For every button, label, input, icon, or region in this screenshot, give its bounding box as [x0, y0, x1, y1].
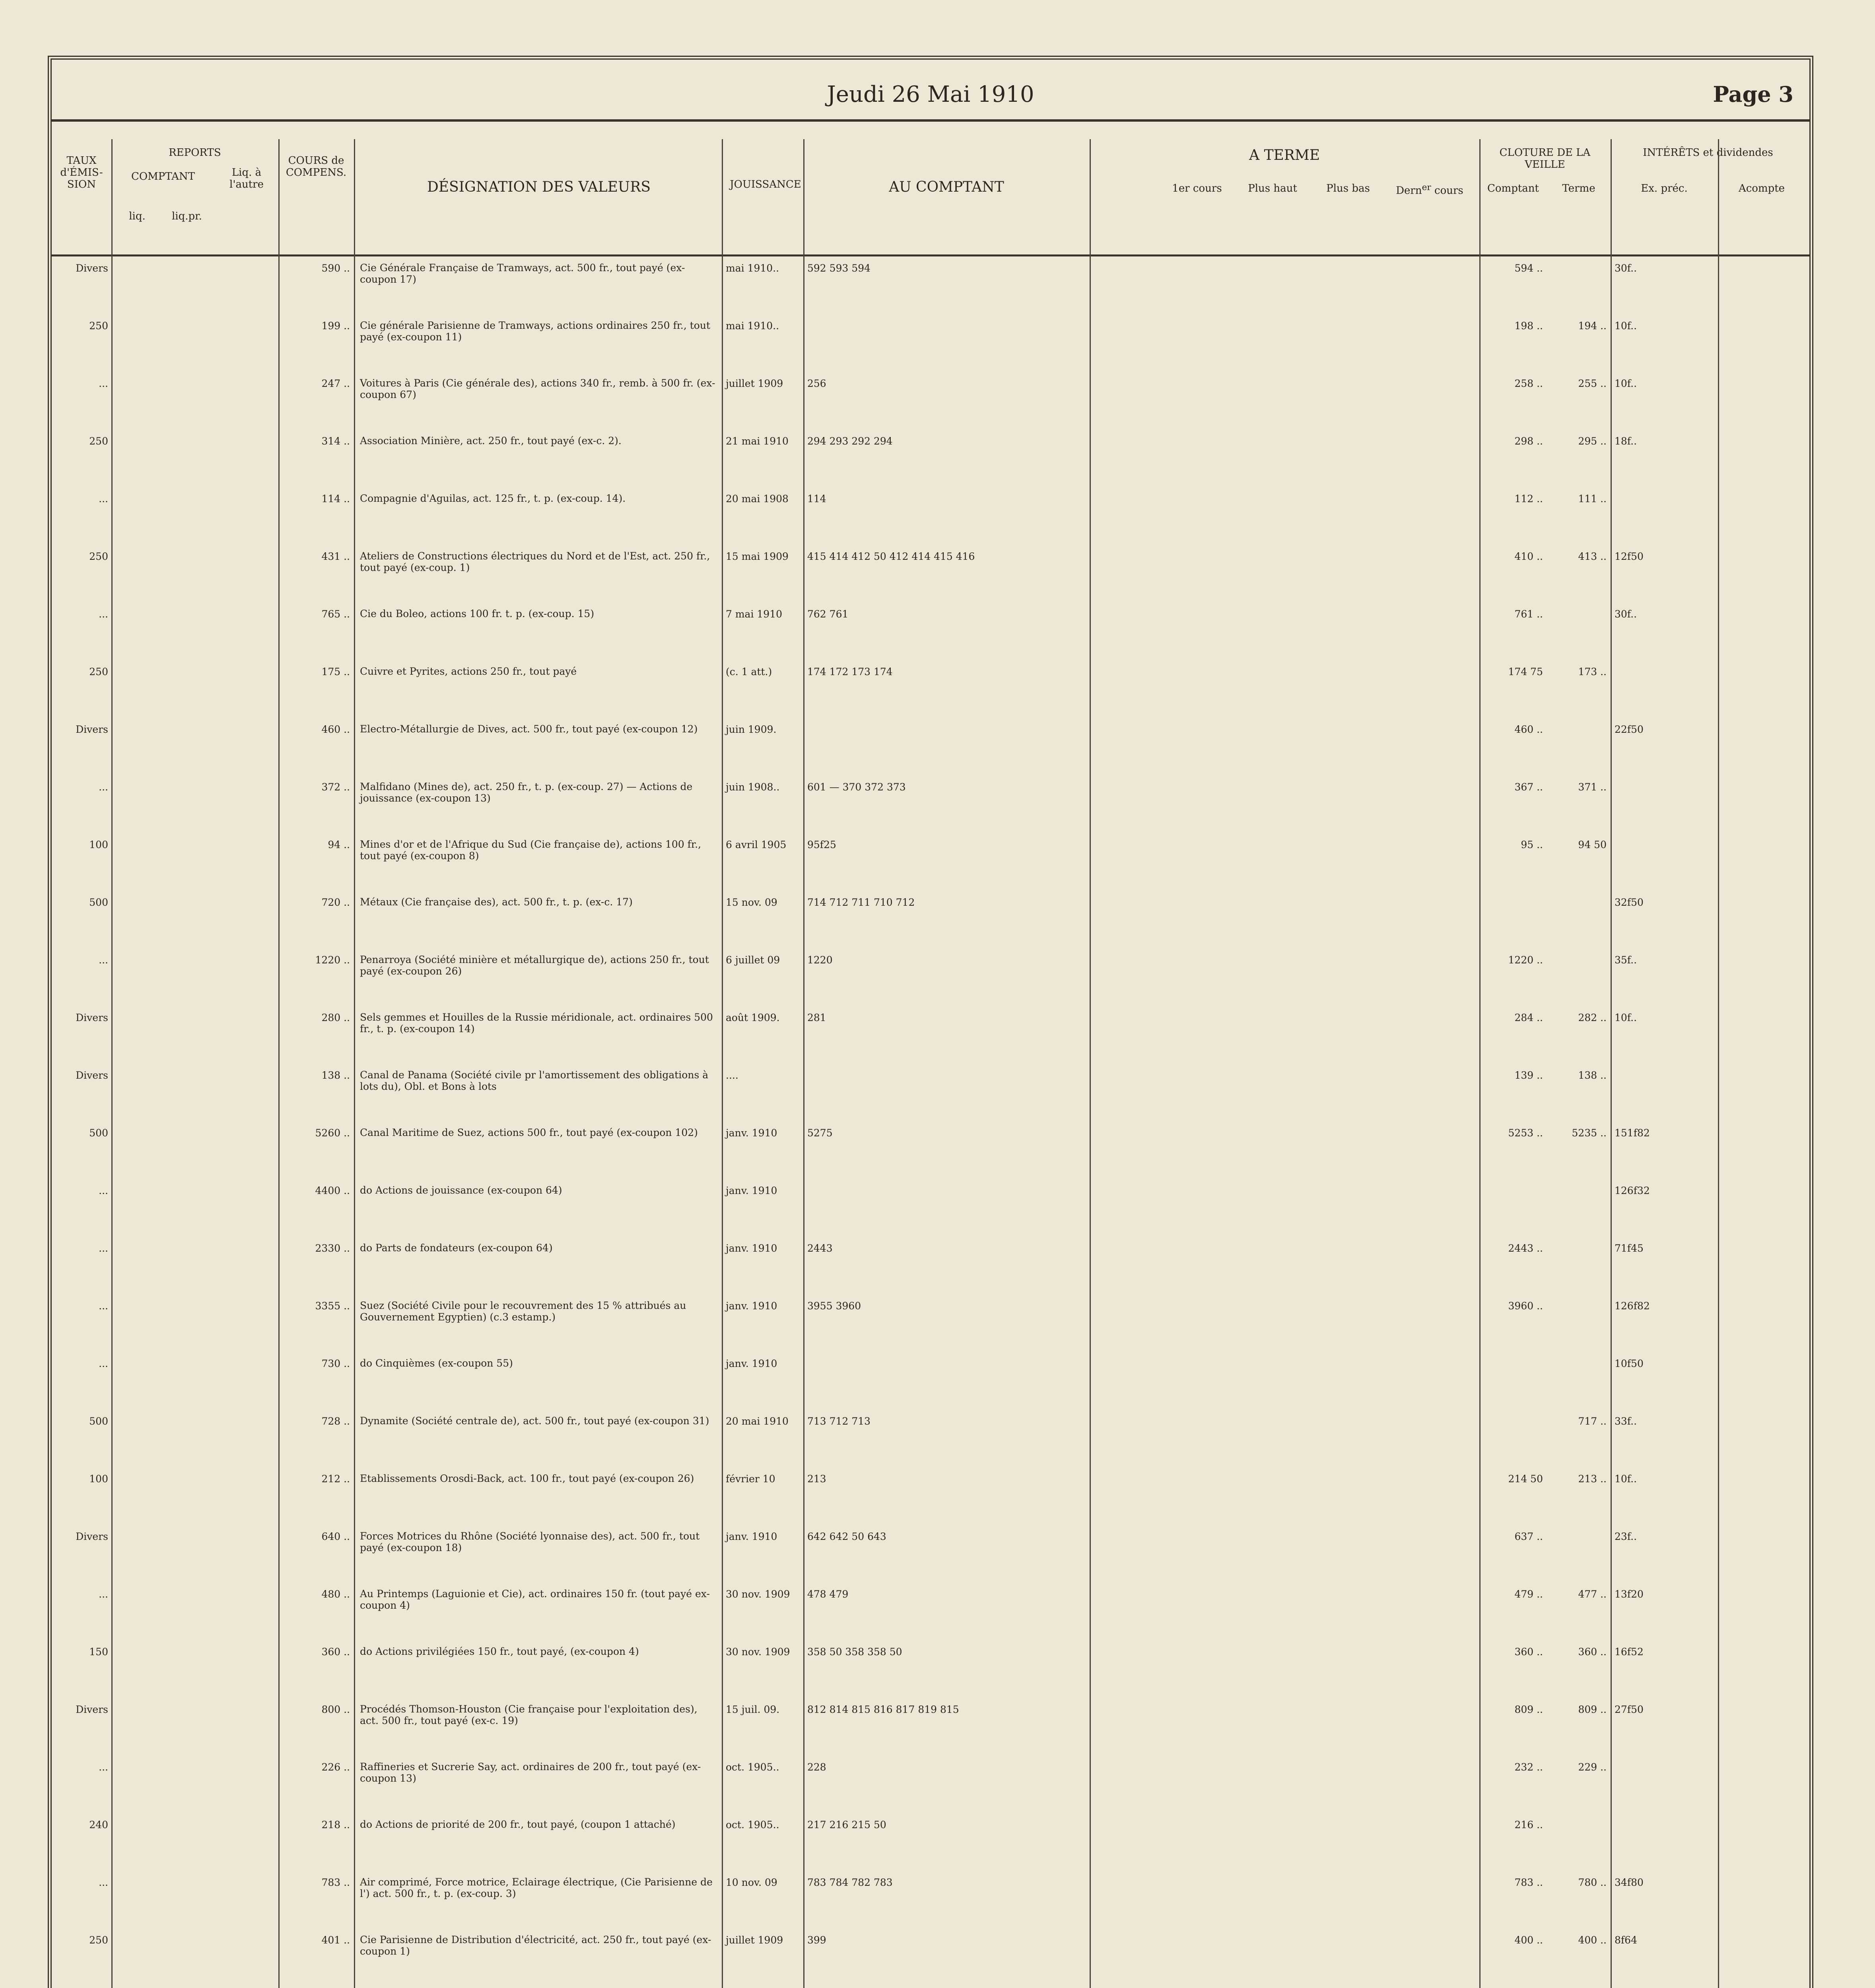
- cell-desig: Raffineries et Sucrerie Say, act. ordinaires de 200 fr., tout payé (ex-coupon 13): [360, 1761, 701, 1784]
- col-plus-bas: Plus bas: [1326, 182, 1370, 194]
- cell-desig: do Cinquièmes (ex-coupon 55): [360, 1357, 513, 1369]
- cell-clv: 214 50: [1508, 1473, 1543, 1485]
- cell-compt: 762 761: [807, 608, 849, 620]
- cell-clv: 298 ..: [1514, 435, 1543, 447]
- cell-div: 8f64: [1615, 1934, 1637, 1946]
- cell-div: 30f..: [1615, 262, 1637, 274]
- cell-taux: Divers: [76, 1070, 108, 1081]
- cell-taux: 100: [89, 839, 108, 850]
- cell-compt: 642 642 50 643: [807, 1531, 886, 1542]
- cell-div: 10f..: [1615, 378, 1637, 389]
- cell-clt: 173 ..: [1578, 666, 1607, 678]
- cell-desig: Penarroya (Société minière et métallurgique de), actions 250 fr., tout payé (ex-coupon 26): [360, 954, 709, 977]
- cell-clt: 413 ..: [1578, 551, 1607, 562]
- cell-desig: Forces Motrices du Rhône (Société lyonnaise des), act. 500 fr., tout payé (ex-coupon 18): [360, 1530, 700, 1553]
- cell-compt: 714 712 711 710 712: [807, 897, 915, 908]
- cell-jouis: ....: [726, 1070, 738, 1081]
- cell-taux: ...: [99, 493, 108, 505]
- cell-desig: Procédés Thomson-Houston (Cie française pour l'exploitation des), act. 500 fr., tout payé (ex-c. 19): [360, 1703, 698, 1726]
- cell-clt: 255 ..: [1578, 378, 1607, 389]
- cell-compt: 114: [807, 493, 826, 505]
- cell-div: 32f50: [1615, 897, 1644, 908]
- cell-compt: 358 50 358 358 50: [807, 1646, 902, 1658]
- cell-clt: 400 ..: [1578, 1934, 1607, 1946]
- cell-compt: 5275: [807, 1127, 833, 1139]
- page-date: Jeudi 26 Mai 1910: [827, 82, 1034, 107]
- cell-clt: 194 ..: [1578, 320, 1607, 332]
- cell-clt: 111 ..: [1578, 493, 1607, 505]
- cell-jouis: février 10: [726, 1473, 775, 1485]
- cell-jouis: mai 1910..: [726, 262, 779, 274]
- cell-cours: 480 ..: [321, 1588, 350, 1600]
- cell-desig: Voitures à Paris (Cie générale des), actions 340 fr., remb. à 500 fr. (ex-coupon 67): [360, 377, 715, 400]
- cell-div: 126f32: [1615, 1185, 1650, 1196]
- table-row: [52, 1704, 1809, 1740]
- col-cloture-terme: Terme: [1562, 182, 1595, 194]
- cell-cours: 314 ..: [321, 435, 350, 447]
- cell-desig: do Actions de jouissance (ex-coupon 64): [360, 1184, 562, 1196]
- cell-desig: Compagnie d'Aguilas, act. 125 fr., t. p. (ex-coup. 14).: [360, 493, 626, 504]
- cell-compt: 174 172 173 174: [807, 666, 893, 678]
- cell-cours: 1220 ..: [315, 954, 350, 966]
- column-headers: [52, 139, 1809, 256]
- cell-taux: ...: [99, 1877, 108, 1888]
- cell-clv: 216 ..: [1514, 1819, 1543, 1831]
- table-row: [52, 1934, 1809, 1970]
- cell-clv: 2443 ..: [1508, 1242, 1543, 1254]
- cell-desig: Suez (Société Civile pour le recouvrement des 15 % attribués au Gouvernement Egyptien) (c.3 estamp.): [360, 1300, 686, 1323]
- cell-taux: 500: [89, 1127, 108, 1139]
- cell-jouis: juillet 1909: [726, 1934, 783, 1946]
- cell-jouis: 6 avril 1905: [726, 839, 787, 850]
- col-comptant: COMPTANT: [131, 171, 195, 182]
- cell-cours: 460 ..: [321, 724, 350, 735]
- cell-clt: 371 ..: [1578, 781, 1607, 793]
- cell-compt: 415 414 412 50 412 414 415 416: [807, 551, 975, 562]
- cell-cours: 5260 ..: [315, 1127, 350, 1139]
- cell-jouis: mai 1910..: [726, 320, 779, 332]
- cell-desig: Au Printemps (Laguionie et Cie), act. ordinaires 150 fr. (tout payé ex-coupon 4): [360, 1588, 710, 1611]
- cell-clv: 3960 ..: [1508, 1300, 1543, 1312]
- cell-clt: 5235 ..: [1572, 1127, 1607, 1139]
- cell-jouis: août 1909.: [726, 1012, 780, 1023]
- cell-taux: ...: [99, 1185, 108, 1196]
- table-row: [52, 666, 1809, 702]
- cell-jouis: janv. 1910: [726, 1127, 777, 1139]
- cell-taux: Divers: [76, 262, 108, 274]
- cell-div: 16f52: [1615, 1646, 1644, 1658]
- cell-jouis: oct. 1905..: [726, 1819, 779, 1831]
- cell-cours: 720 ..: [321, 897, 350, 908]
- table-row: [52, 1012, 1809, 1048]
- cell-jouis: juin 1909.: [726, 724, 777, 735]
- table-row: [52, 1300, 1809, 1336]
- cell-jouis: 7 mai 1910: [726, 608, 783, 620]
- cell-div: 12f50: [1615, 551, 1644, 562]
- table-row: [52, 1473, 1809, 1509]
- cell-taux: ...: [99, 1588, 108, 1600]
- cell-cours: 431 ..: [321, 551, 350, 562]
- cell-cours: 94 ..: [328, 839, 350, 850]
- cell-desig: Cuivre et Pyrites, actions 250 fr., tout payé: [360, 666, 577, 677]
- cell-cours: 783 ..: [321, 1877, 350, 1888]
- cell-cours: 138 ..: [321, 1070, 350, 1081]
- cell-clv: 198 ..: [1514, 320, 1543, 332]
- cell-clt: 295 ..: [1578, 435, 1607, 447]
- table-row: [52, 551, 1809, 586]
- col-taux: TAUX d'ÉMIS-SION: [60, 155, 103, 190]
- cell-jouis: 30 nov. 1909: [726, 1588, 790, 1600]
- cell-jouis: 15 juil. 09.: [726, 1704, 780, 1715]
- col-premier-cours: 1er cours: [1172, 182, 1222, 194]
- cell-jouis: (c. 1 att.): [726, 666, 772, 678]
- cell-cours: 730 ..: [321, 1358, 350, 1369]
- col-ex-prec: Ex. préc.: [1641, 182, 1688, 194]
- col-interets: INTÉRÊTS et dividendes: [1643, 147, 1773, 159]
- cell-compt: 213: [807, 1473, 826, 1485]
- cell-cours: 280 ..: [321, 1012, 350, 1023]
- table-row: [52, 1415, 1809, 1451]
- cell-clv: 761 ..: [1514, 608, 1543, 620]
- cell-compt: 228: [807, 1761, 826, 1773]
- cell-clv: 5253 ..: [1508, 1127, 1543, 1139]
- cell-compt: 713 712 713: [807, 1415, 871, 1427]
- cell-compt: 812 814 815 816 817 819 815: [807, 1704, 959, 1715]
- cell-clv: 410 ..: [1514, 551, 1543, 562]
- cell-clv: 783 ..: [1514, 1877, 1543, 1888]
- cell-clv: 112 ..: [1514, 493, 1543, 505]
- cell-div: 23f..: [1615, 1531, 1637, 1542]
- cell-cours: 212 ..: [321, 1473, 350, 1485]
- cell-compt: 3955 3960: [807, 1300, 861, 1312]
- cell-clv: 400 ..: [1514, 1934, 1543, 1946]
- table-row: [52, 1761, 1809, 1797]
- cell-jouis: 10 nov. 09: [726, 1877, 777, 1888]
- cell-jouis: 20 mai 1910: [726, 1415, 789, 1427]
- cell-taux: ...: [99, 1300, 108, 1312]
- cell-desig: do Actions privilégiées 150 fr., tout payé, (ex-coupon 4): [360, 1646, 639, 1657]
- cell-jouis: juin 1908..: [726, 781, 780, 793]
- table-row: [52, 378, 1809, 414]
- cell-clt: 138 ..: [1578, 1070, 1607, 1081]
- cell-div: 34f80: [1615, 1877, 1644, 1888]
- cell-desig: Electro-Métallurgie de Dives, act. 500 fr., tout payé (ex-coupon 12): [360, 723, 698, 735]
- cell-cours: 728 ..: [321, 1415, 350, 1427]
- table-row: [52, 839, 1809, 875]
- cell-cours: 765 ..: [321, 608, 350, 620]
- cell-clt: 360 ..: [1578, 1646, 1607, 1658]
- cell-jouis: 20 mai 1908: [726, 493, 789, 505]
- table-row: [52, 1646, 1809, 1682]
- col-au-comptant: AU COMPTANT: [889, 179, 1004, 195]
- cell-div: 13f20: [1615, 1588, 1644, 1600]
- cell-taux: 250: [89, 666, 108, 678]
- cell-cours: 800 ..: [321, 1704, 350, 1715]
- cell-taux: ...: [99, 1761, 108, 1773]
- cell-clt: 780 ..: [1578, 1877, 1607, 1888]
- cell-cours: 4400 ..: [315, 1185, 350, 1196]
- table-row: [52, 724, 1809, 759]
- cell-compt: 294 293 292 294: [807, 435, 893, 447]
- cell-desig: Malfidano (Mines de), act. 250 fr., t. p. (ex-coup. 27) — Actions de jouissance (ex-coupon 13): [360, 781, 693, 804]
- table-row: [52, 1531, 1809, 1567]
- table-row: [52, 262, 1809, 298]
- cell-clv: 258 ..: [1514, 378, 1543, 389]
- newspaper-page: [48, 56, 1813, 1988]
- cell-div: 126f82: [1615, 1300, 1650, 1312]
- table-row: [52, 435, 1809, 471]
- cell-desig: Ateliers de Constructions électriques du Nord et de l'Est, act. 250 fr., tout payé (ex-coup. 1): [360, 550, 710, 573]
- cell-desig: Cie générale Parisienne de Tramways, actions ordinaires 250 fr., tout payé (ex-coupon 11): [360, 320, 711, 343]
- page-header: [52, 60, 1809, 122]
- table-row: [52, 781, 1809, 817]
- cell-taux: ...: [99, 378, 108, 389]
- cell-desig: Dynamite (Société centrale de), act. 500 fr., tout payé (ex-coupon 31): [360, 1415, 709, 1427]
- cell-div: 27f50: [1615, 1704, 1644, 1715]
- cell-jouis: 6 juillet 09: [726, 954, 780, 966]
- cell-clv: 367 ..: [1514, 781, 1543, 793]
- col-liq-autre: Liq. à l'autre: [229, 167, 264, 190]
- cell-div: 10f..: [1615, 1012, 1637, 1023]
- cell-cours: 114 ..: [321, 493, 350, 505]
- cell-taux: 250: [89, 1934, 108, 1946]
- cell-taux: 250: [89, 320, 108, 332]
- cell-clv: 360 ..: [1514, 1646, 1543, 1658]
- table-row: [52, 1819, 1809, 1855]
- cell-jouis: janv. 1910: [726, 1300, 777, 1312]
- cell-clv: 594 ..: [1514, 262, 1543, 274]
- cell-clt: 229 ..: [1578, 1761, 1607, 1773]
- cell-clt: 94 50: [1578, 839, 1607, 850]
- col-designation: DÉSIGNATION DES VALEURS: [427, 179, 651, 195]
- cell-clt: 477 ..: [1578, 1588, 1607, 1600]
- cell-desig: Etablissements Orosdi-Back, act. 100 fr., tout payé (ex-coupon 26): [360, 1473, 694, 1484]
- cell-jouis: juillet 1909: [726, 378, 783, 389]
- cell-clv: 232 ..: [1514, 1761, 1543, 1773]
- cell-desig: Métaux (Cie française des), act. 500 fr., t. p. (ex-c. 17): [360, 896, 633, 908]
- cell-clv: 460 ..: [1514, 724, 1543, 735]
- cell-clv: 139 ..: [1514, 1070, 1543, 1081]
- cell-compt: 95f25: [807, 839, 836, 850]
- cell-taux: ...: [99, 1358, 108, 1369]
- table-row: [52, 954, 1809, 990]
- cell-cours: 175 ..: [321, 666, 350, 678]
- cell-taux: 500: [89, 1415, 108, 1427]
- table-row: [52, 608, 1809, 644]
- col-cloture-comptant: Comptant: [1487, 182, 1539, 194]
- col-plus-haut: Plus haut: [1248, 182, 1297, 194]
- table-row: [52, 1877, 1809, 1912]
- cell-desig: do Parts de fondateurs (ex-coupon 64): [360, 1242, 553, 1254]
- cell-taux: Divers: [76, 1704, 108, 1715]
- table-row: [52, 1358, 1809, 1394]
- cell-div: 10f..: [1615, 1473, 1637, 1485]
- col-acompte: Acompte: [1738, 182, 1785, 194]
- cell-compt: 281: [807, 1012, 826, 1023]
- cell-jouis: janv. 1910: [726, 1242, 777, 1254]
- cell-clv: 174 75: [1508, 666, 1543, 678]
- cell-cours: 247 ..: [321, 378, 350, 389]
- cell-clt: 809 ..: [1578, 1704, 1607, 1715]
- col-a-terme: A TERME: [1249, 147, 1320, 163]
- cell-jouis: 15 mai 1909: [726, 551, 789, 562]
- cell-clv: 1220 ..: [1508, 954, 1543, 966]
- cell-clt: 213 ..: [1578, 1473, 1607, 1485]
- cell-taux: 150: [89, 1646, 108, 1658]
- cell-desig: Cie du Boleo, actions 100 fr. t. p. (ex-coup. 15): [360, 608, 595, 619]
- cell-clv: 284 ..: [1514, 1012, 1543, 1023]
- cell-desig: Canal de Panama (Société civile pr l'amortissement des obligations à lots du), Obl. et Bons à lots: [360, 1069, 709, 1092]
- col-cloture: CLOTURE DE LA VEILLE: [1499, 147, 1591, 171]
- table-row: [52, 897, 1809, 932]
- col-liq: liq.: [129, 210, 146, 222]
- cell-taux: Divers: [76, 1531, 108, 1542]
- cell-compt: 256: [807, 378, 826, 389]
- cell-desig: Association Minière, act. 250 fr., tout payé (ex-c. 2).: [360, 435, 622, 447]
- cell-cours: 3355 ..: [315, 1300, 350, 1312]
- cell-compt: 601 — 370 372 373: [807, 781, 906, 793]
- cell-clv: 95 ..: [1521, 839, 1543, 850]
- cell-cours: 372 ..: [321, 781, 350, 793]
- cell-taux: 250: [89, 551, 108, 562]
- quotation-table: [52, 262, 1809, 1988]
- table-row: [52, 1242, 1809, 1278]
- col-dernier-cours: Dern$^{er}$ cours: [1396, 182, 1463, 197]
- cell-taux: 240: [89, 1819, 108, 1831]
- cell-clt: 717 ..: [1578, 1415, 1607, 1427]
- cell-clv: 479 ..: [1514, 1588, 1543, 1600]
- cell-compt: 399: [807, 1934, 826, 1946]
- table-row: [52, 1127, 1809, 1163]
- cell-div: 35f..: [1615, 954, 1637, 966]
- cell-compt: 2443: [807, 1242, 833, 1254]
- table-row: [52, 1588, 1809, 1624]
- cell-jouis: oct. 1905..: [726, 1761, 779, 1773]
- cell-cours: 640 ..: [321, 1531, 350, 1542]
- cell-cours: 218 ..: [321, 1819, 350, 1831]
- table-row: [52, 493, 1809, 529]
- cell-div: 33f..: [1615, 1415, 1637, 1427]
- cell-compt: 1220: [807, 954, 833, 966]
- cell-taux: 100: [89, 1473, 108, 1485]
- cell-div: 10f..: [1615, 320, 1637, 332]
- cell-div: 151f82: [1615, 1127, 1650, 1139]
- cell-div: 71f45: [1615, 1242, 1644, 1254]
- cell-cours: 226 ..: [321, 1761, 350, 1773]
- table-row: [52, 1070, 1809, 1105]
- cell-taux: ...: [99, 781, 108, 793]
- cell-jouis: 30 nov. 1909: [726, 1646, 790, 1658]
- cell-div: 22f50: [1615, 724, 1644, 735]
- cell-compt: 478 479: [807, 1588, 849, 1600]
- cell-div: 18f..: [1615, 435, 1637, 447]
- cell-desig: Canal Maritime de Suez, actions 500 fr., tout payé (ex-coupon 102): [360, 1127, 698, 1138]
- table-row: [52, 320, 1809, 356]
- cell-taux: 250: [89, 435, 108, 447]
- cell-desig: do Actions de priorité de 200 fr., tout payé, (coupon 1 attaché): [360, 1819, 676, 1830]
- cell-cours: 401 ..: [321, 1934, 350, 1946]
- table-row: [52, 1185, 1809, 1221]
- col-jouissance: JOUISSANCE: [730, 179, 801, 190]
- cell-div: 30f..: [1615, 608, 1637, 620]
- cell-taux: Divers: [76, 1012, 108, 1023]
- cell-compt: 783 784 782 783: [807, 1877, 893, 1888]
- cell-taux: 500: [89, 897, 108, 908]
- cell-jouis: janv. 1910: [726, 1531, 777, 1542]
- col-reports: REPORTS: [169, 147, 221, 159]
- cell-desig: Mines d'or et de l'Afrique du Sud (Cie française de), actions 100 fr., tout payé (ex-coupon 8): [360, 839, 701, 862]
- cell-clv: 809 ..: [1514, 1704, 1543, 1715]
- cell-desig: Cie Générale Française de Tramways, act. 500 fr., tout payé (ex-coupon 17): [360, 262, 685, 285]
- cell-jouis: janv. 1910: [726, 1358, 777, 1369]
- cell-div: 10f50: [1615, 1358, 1644, 1369]
- col-liqpr: liq.pr.: [171, 210, 202, 222]
- cell-jouis: janv. 1910: [726, 1185, 777, 1196]
- cell-jouis: 15 nov. 09: [726, 897, 777, 908]
- cell-clv: 637 ..: [1514, 1531, 1543, 1542]
- col-cours: COURS de COMPENS.: [286, 155, 347, 179]
- cell-compt: 592 593 594: [807, 262, 871, 274]
- cell-compt: 217 216 215 50: [807, 1819, 886, 1831]
- cell-desig: Sels gemmes et Houilles de la Russie méridionale, act. ordinaires 500 fr., t. p. (ex-coupon 14): [360, 1011, 713, 1035]
- page-number: Page 3: [1713, 82, 1793, 107]
- cell-taux: Divers: [76, 724, 108, 735]
- cell-desig: Cie Parisienne de Distribution d'électricité, act. 250 fr., tout payé (ex-coupon 1): [360, 1934, 711, 1957]
- cell-cours: 199 ..: [321, 320, 350, 332]
- cell-clt: 282 ..: [1578, 1012, 1607, 1023]
- cell-taux: ...: [99, 954, 108, 966]
- cell-desig: Air comprimé, Force motrice, Eclairage électrique, (Cie Parisienne de l') act. 500 fr., t. p. (ex-coup. 3): [360, 1876, 713, 1899]
- cell-cours: 360 ..: [321, 1646, 350, 1658]
- cell-cours: 590 ..: [321, 262, 350, 274]
- cell-taux: ...: [99, 608, 108, 620]
- cell-jouis: 21 mai 1910: [726, 435, 789, 447]
- cell-taux: ...: [99, 1242, 108, 1254]
- cell-cours: 2330 ..: [315, 1242, 350, 1254]
